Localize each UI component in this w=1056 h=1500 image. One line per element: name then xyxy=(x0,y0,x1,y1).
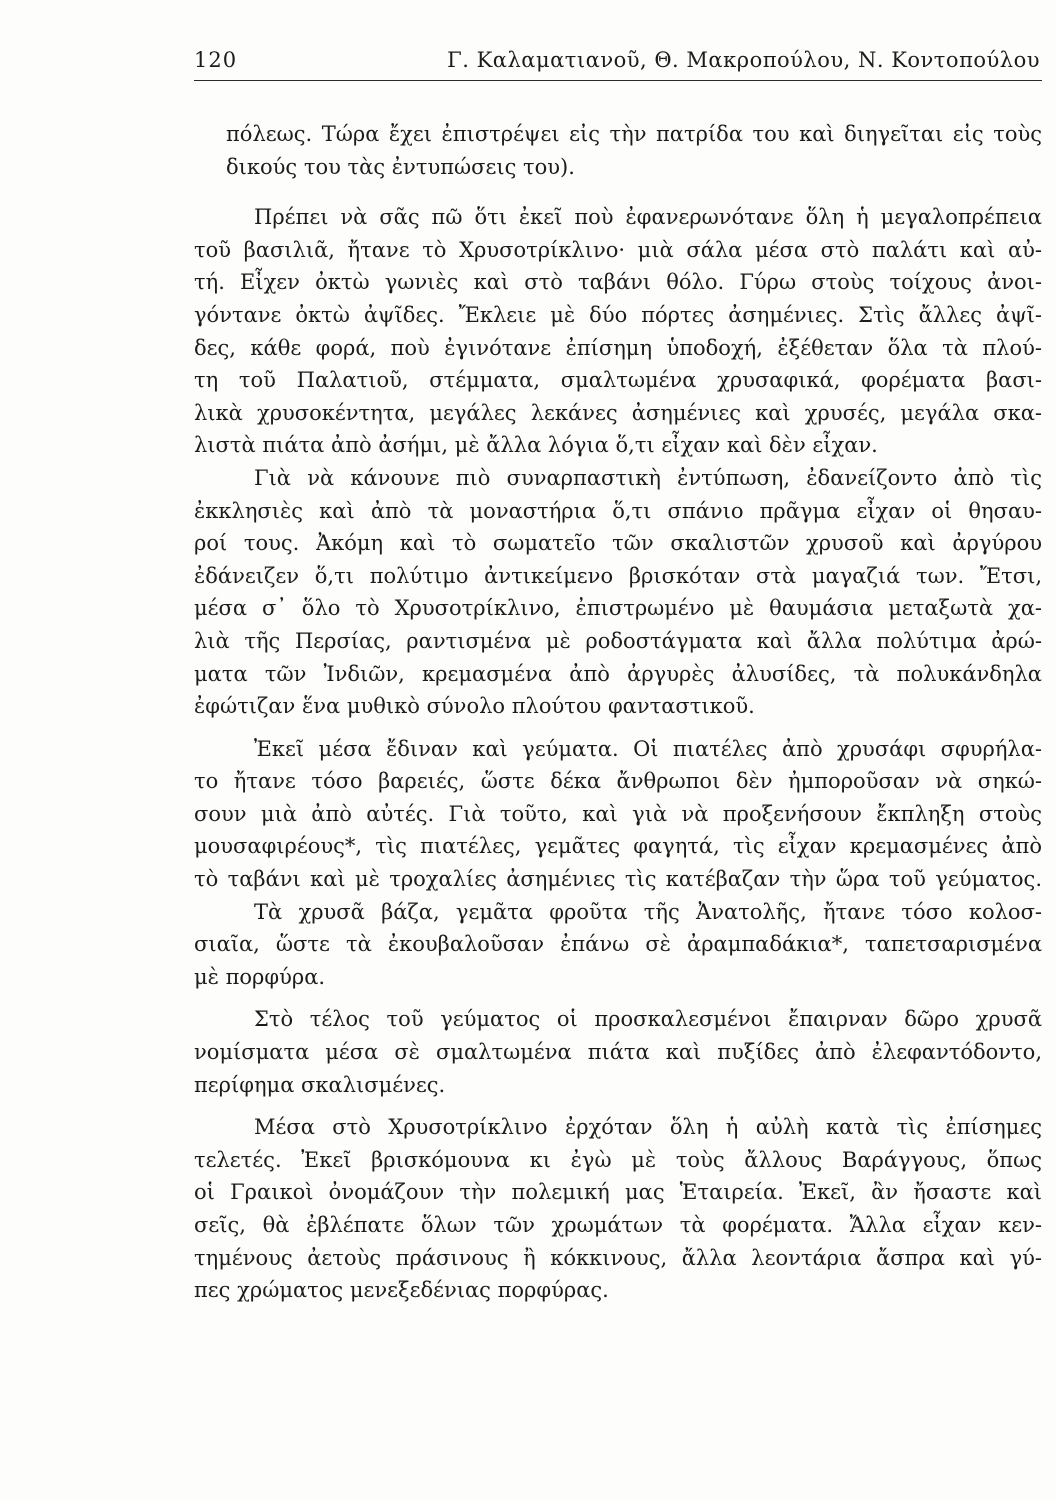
paragraph xyxy=(194,733,1042,896)
text-line: τελετές. Ἐκεῖ βρισκόμουνα κι ἐγὼ μὲ τοὺς ἄλλους Βαράγγους, ὅπως xyxy=(194,1147,1042,1172)
text-line: πόλεως. Τώρα ἔχει ἐπιστρέψει εἰς τὴν πατρίδα του καὶ διηγεῖται εἰς τοὺς xyxy=(226,122,1042,146)
text-line: πες χρώματος μενεξεδένιας πορφύρας. xyxy=(194,1278,609,1303)
text-line: μουσαφιρέους*, τὶς πιατέλες, γεμᾶτες φαγητά, τὶς εἶχαν κρεμασμένες ἀπὸ xyxy=(194,834,1042,859)
header-authors: Γ. Καλαματιανοῦ, Θ. Μακροπούλου, Ν. Κοντοπούλου xyxy=(447,48,1040,72)
text-line: δικούς του τὰς ἐντυπώσεις του). xyxy=(226,154,575,179)
text-line: νομίσματα μέσα σὲ σμαλτωμένα πιάτα καὶ πυξίδες ἀπὸ ἐλεφαντόδοντο, xyxy=(194,1040,1042,1065)
body-text xyxy=(194,118,1042,1307)
text-line: Τὰ χρυσᾶ βάζα, γεμᾶτα φροῦτα τῆς Ἀνατολῆς, ἤτανε τόσο κολοσ- xyxy=(254,899,1042,924)
text-line: σιαῖα, ὥστε τὰ ἐκουβαλοῦσαν ἐπάνω σὲ ἀραμπαδάκια*, ταπετσαρισμένα xyxy=(194,932,1042,957)
text-line: ἐδάνειζεν ὅ,τι πολύτιμο ἀντικείμενο βρισκόταν στὰ μαγαζιά των. Ἔτσι, xyxy=(194,563,1042,588)
text-line: Γιὰ νὰ κάνουνε πιὸ συναρπαστικὴ ἐντύπωση, ἐδανείζοντο ἀπὸ τὶς xyxy=(254,465,1042,490)
text-line: μὲ πορφύρα. xyxy=(194,964,326,989)
text-line: τὸ ταβάνι καὶ μὲ τροχαλίες ἀσημένιες τὶς κατέβαζαν τὴν ὥρα τοῦ γεύματος. xyxy=(194,867,1042,892)
text-line: Πρέπει νὰ σᾶς πῶ ὅτι ἐκεῖ ποὺ ἐφανερωνότανε ὅλη ἡ μεγαλοπρέπεια xyxy=(254,205,1042,230)
text-line: Μέσα στὸ Χρυσοτρίκλινο ἐρχόταν ὅλη ἡ αὐλὴ κατὰ τὶς ἐπίσημες xyxy=(254,1115,1042,1140)
text-line: ἐφώτιζαν ἕνα μυθικὸ σύνολο πλούτου φανταστικοῦ. xyxy=(194,694,755,719)
paragraph xyxy=(194,1003,1042,1101)
text-line: ροί τους. Ἀκόμη καὶ τὸ σωματεῖο τῶν σκαλιστῶν χρυσοῦ καὶ ἀργύρου xyxy=(194,531,1042,556)
text-line: τη τοῦ Παλατιοῦ, στέμματα, σμαλτωμένα χρυσαφικά, φορέματα βασι- xyxy=(194,368,1042,393)
text-line: λικὰ χρυσοκέντητα, μεγάλες λεκάνες ἀσημένιες καὶ χρυσές, μεγάλα σκα- xyxy=(194,400,1042,425)
text-line: Ἐκεῖ μέσα ἔδιναν καὶ γεύματα. Οἱ πιατέλες ἀπὸ χρυσάφι σφυρήλα- xyxy=(254,736,1042,761)
paragraph xyxy=(194,201,1042,462)
text-line: λιστὰ πιάτα ἀπὸ ἀσήμι, μὲ ἄλλα λόγια ὅ,τι εἶχαν καὶ δὲν εἶχαν. xyxy=(194,433,878,458)
text-line: λιὰ τῆς Περσίας, ραντισμένα μὲ ροδοστάγματα καὶ ἄλλα πολύτιμα ἀρώ- xyxy=(194,628,1042,653)
paragraph xyxy=(194,896,1042,994)
text-line: γόντανε ὀκτὼ ἀψῖδες. Ἔκλειε μὲ δύο πόρτες ἀσημένιες. Στὶς ἄλλες ἀψῖ- xyxy=(194,302,1042,327)
text-line: δες, κάθε φορά, ποὺ ἐγινότανε ἐπίσημη ὑποδοχή, ἐξέθεταν ὅλα τὰ πλού- xyxy=(194,335,1042,360)
text-line: μέσα σ᾿ ὅλο τὸ Χρυσοτρίκλινο, ἐπιστρωμένο μὲ θαυμάσια μεταξωτὰ χα- xyxy=(194,596,1042,621)
text-line: ματα τῶν Ἰνδιῶν, κρεμασμένα ἀπὸ ἀργυρὲς ἀλυσίδες, τὰ πολυκάνδηλα xyxy=(194,661,1042,686)
text-line: τοῦ βασιλιᾶ, ἤτανε τὸ Χρυσοτρίκλινο· μιὰ σάλα μέσα στὸ παλάτι καὶ αὐ- xyxy=(194,237,1042,262)
paragraph xyxy=(194,462,1042,723)
text-line: σουν μιὰ ἀπὸ αὐτές. Γιὰ τοῦτο, καὶ γιὰ νὰ προξενήσουν ἔκπληξη στοὺς xyxy=(194,801,1042,826)
text-line: Στὸ τέλος τοῦ γεύματος οἱ προσκαλεσμένοι ἔπαιρναν δῶρο χρυσᾶ xyxy=(254,1007,1042,1032)
text-line: τημένους ἀετοὺς πράσινους ἢ κόκκινους, ἄλλα λεοντάρια ἄσπρα καὶ γύ- xyxy=(194,1245,1042,1270)
text-line: ἐκκλησιὲς καὶ ἀπὸ τὰ μοναστήρια ὅ,τι σπάνιο πρᾶγμα εἶχαν οἱ θησαυ- xyxy=(194,498,1042,523)
intro-paragraph xyxy=(194,118,1042,183)
text-line: οἱ Γραικοὶ ὀνομάζουν τὴν πολεμική μας Ἑταιρεία. Ἐκεῖ, ἂν ἤσαστε καὶ xyxy=(194,1180,1042,1205)
running-header xyxy=(194,44,1042,81)
text-line: περίφημα σκαλισμένες. xyxy=(194,1072,446,1097)
page-number: 120 xyxy=(194,48,238,72)
text-line: σεῖς, θὰ ἐβλέπατε ὅλων τῶν χρωμάτων τὰ φορέματα. Ἄλλα εἶχαν κεν- xyxy=(194,1213,1042,1237)
text-line: τή. Εἶχεν ὀκτὼ γωνιὲς καὶ στὸ ταβάνι θόλο. Γύρω στοὺς τοίχους ἀνοι- xyxy=(194,270,1042,295)
text-line: το ἤτανε τόσο βαρειές, ὥστε δέκα ἄνθρωποι δὲν ἠμποροῦσαν νὰ σηκώ- xyxy=(194,769,1042,794)
paragraph xyxy=(194,1111,1042,1307)
